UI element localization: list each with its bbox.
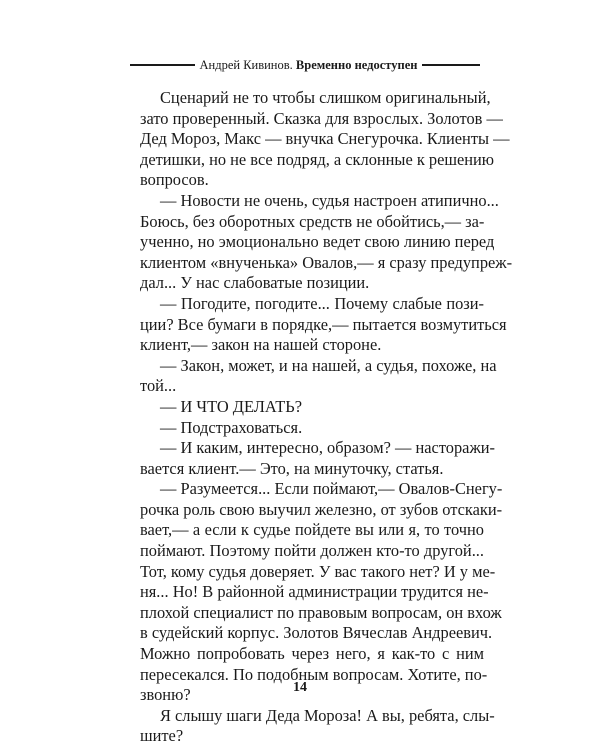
text-line: пересекался. По подобным вопросам. Хотите, по- [140, 664, 488, 684]
text-line: Боюсь, без оборотных средств не обойтись,— за- [140, 211, 485, 231]
text-line: — Новости не очень, судья настроен атипично... [160, 190, 499, 210]
paragraph [140, 438, 495, 479]
running-header [130, 55, 480, 75]
text-line: дал... У нас слабоватые позиции. [140, 273, 370, 293]
text-line: — И ЧТО ДЕЛАТЬ? [160, 396, 302, 416]
text-line: вопросов. [140, 170, 209, 190]
header-author: Андрей Кивинов. [199, 57, 293, 72]
header-rule-left [130, 64, 195, 66]
text-line: Тот, кому судья доверяет. У вас такого нет? И у ме- [140, 561, 496, 581]
text-line: ня... Но! В районной администрации трудится не- [140, 582, 489, 602]
text-line: в судейский корпус. Золотов Вячеслав Андреевич. [140, 623, 493, 643]
text-line: вается клиент.— Это, на минуточку, статья. [140, 458, 444, 478]
text-line: шите? [140, 726, 184, 746]
paragraph [140, 418, 484, 439]
paragraph [140, 293, 507, 356]
text-line: ученно, но эмоционально ведет свою линию перед [140, 232, 495, 252]
page-number: 14 [293, 680, 307, 695]
paragraph [140, 397, 484, 418]
text-line: — Погодите, погодите... Почему слабые пози- [160, 293, 484, 313]
text-line: плохой специалист по правовым вопросам, он вхож [140, 602, 502, 622]
text-line: — Подстраховаться. [160, 417, 303, 437]
text-line: рочка роль свою выучил железно, от зубов отскаки- [140, 499, 503, 519]
text-line: — Закон, может, и на нашей, а судья, похоже, на [160, 355, 497, 375]
text-line: клиентом «внученька» Овалов,— я сразу предупреж- [140, 252, 513, 272]
text-line: вает,— а если к судье пойдете вы или я, то точно [140, 520, 484, 540]
paragraph [140, 705, 495, 747]
text-line: Дед Мороз, Макс — внучка Снегурочка. Клиенты — [140, 129, 510, 149]
paragraph [140, 88, 510, 191]
paragraph [140, 190, 513, 294]
header-rule-right [422, 64, 480, 66]
text-line: зато проверенный. Сказка для взрослых. Золотов — [140, 108, 503, 128]
text-line: Можно попробовать через него, я как-то с ним [140, 644, 484, 664]
paragraph [140, 479, 503, 706]
text-line: ции? Все бумаги в порядке,— пытается возмутиться [140, 314, 507, 334]
text-line: детишки, но не все подряд, а склонные к решению [140, 149, 495, 169]
header-book-title: Временно недоступен [295, 57, 418, 72]
text-line: Я слышу шаги Деда Мороза! А вы, ребята, слы- [160, 705, 495, 725]
paragraph [140, 355, 497, 397]
body-text [140, 88, 513, 747]
text-line: поймают. Поэтому пойти должен кто-то другой... [140, 541, 484, 561]
text-line: клиент,— закон на нашей стороне. [140, 335, 382, 355]
text-line: Сценарий не то чтобы слишком оригинальный, [160, 88, 491, 107]
text-line: той... [140, 376, 177, 396]
header-title [200, 58, 418, 73]
text-line: — И каким, интересно, образом? — насторажи- [160, 438, 495, 458]
text-line: звоню? [140, 685, 191, 705]
text-line: — Разумеется... Если поймают,— Овалов-Снегу- [160, 479, 503, 499]
